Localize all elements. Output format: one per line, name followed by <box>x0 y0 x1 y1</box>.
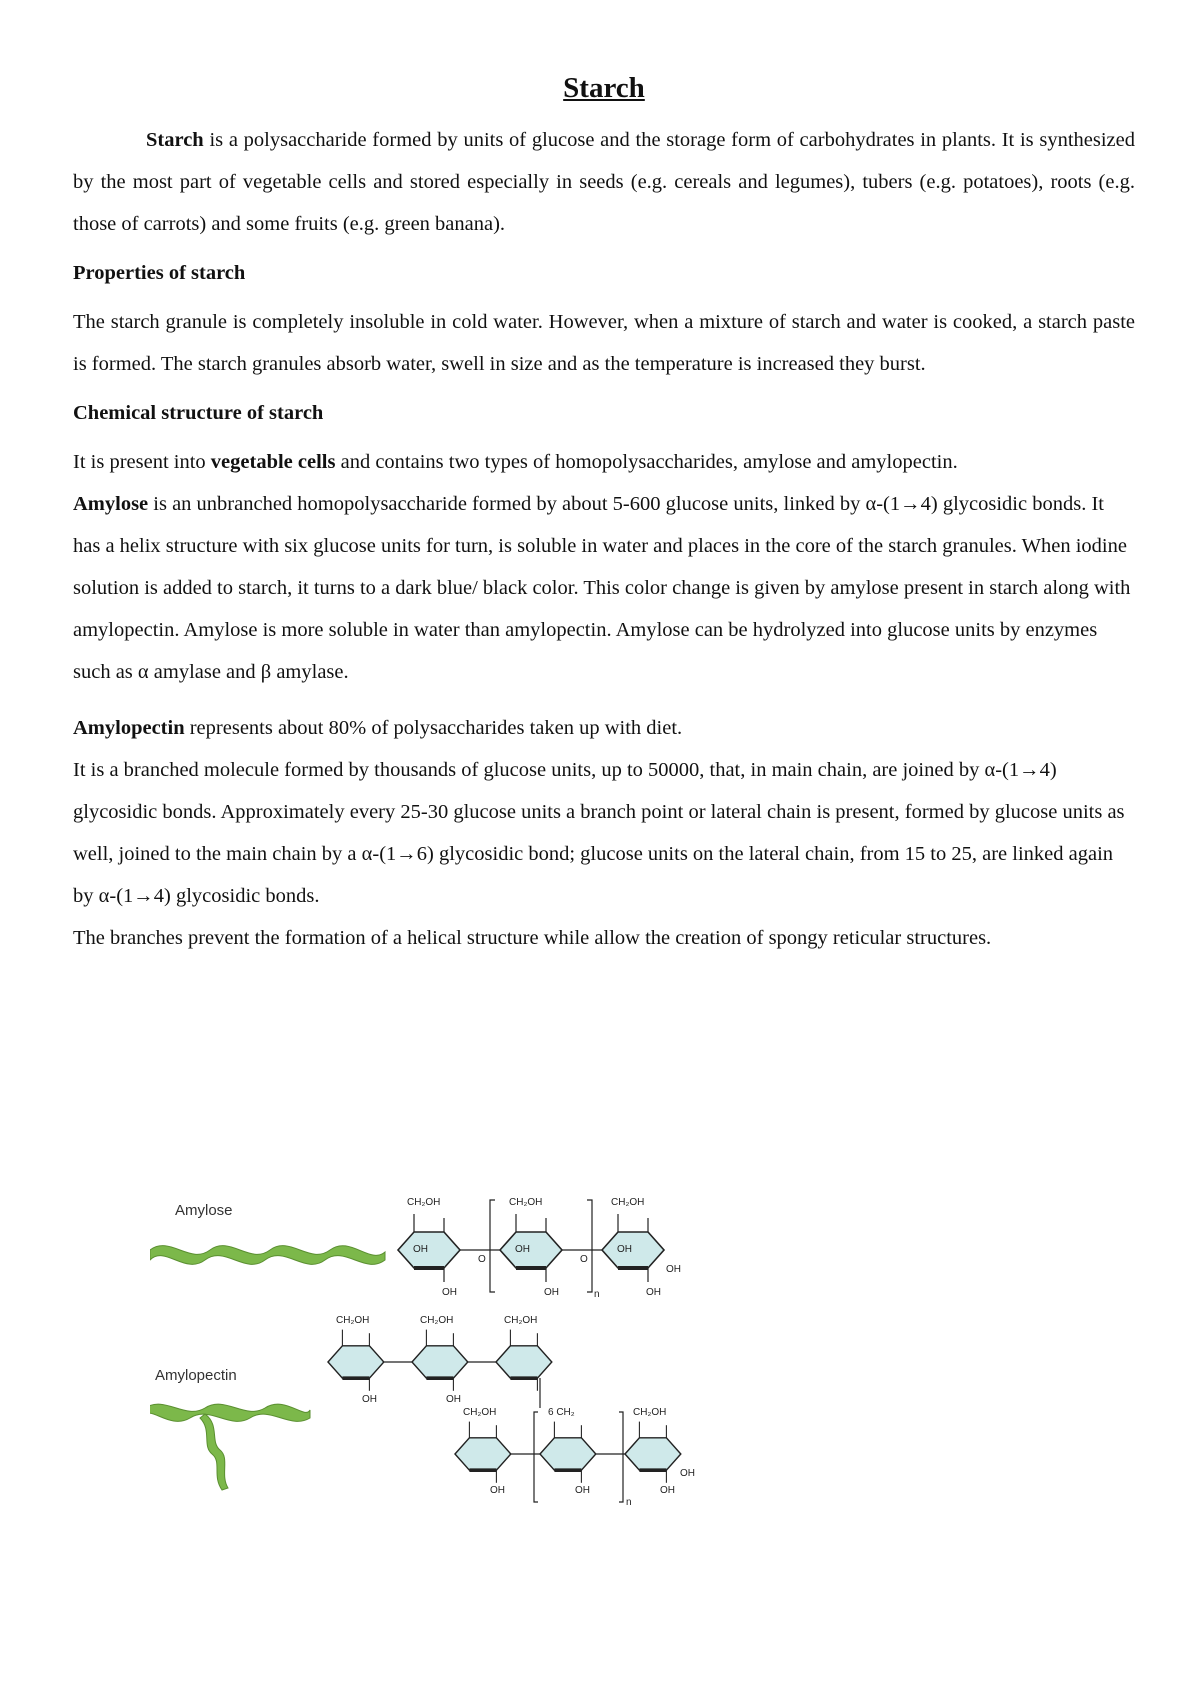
ch2oh-label: CH₂OH <box>611 1197 645 1208</box>
amylopectin-ring-5 <box>540 1422 596 1483</box>
amylopectin-ring-6 <box>625 1422 681 1483</box>
ch2oh-label: CH₂OH <box>420 1315 454 1326</box>
starch-structure-diagram <box>150 1180 770 1530</box>
page-title: Starch <box>563 72 645 104</box>
oh-label: OH <box>490 1485 505 1496</box>
ch2oh-label: CH₂OH <box>336 1315 370 1326</box>
ch2oh-label: CH₂OH <box>633 1407 667 1418</box>
amylopectin-helix <box>150 1404 310 1490</box>
oh-label: OH <box>680 1468 695 1479</box>
oh-label: OH <box>660 1485 675 1496</box>
oh-label: OH <box>515 1244 530 1255</box>
ch2-branch-label: 6 CH₂ <box>548 1407 575 1418</box>
amylose-term: Amylose <box>73 493 149 515</box>
structure-paragraph-1 <box>73 441 1135 483</box>
amylopectin-ring-1 <box>328 1330 384 1391</box>
amylose-ring-3 <box>602 1214 664 1282</box>
oh-label: OH <box>413 1244 428 1255</box>
repeat-bracket-left <box>490 1200 495 1292</box>
repeat-bracket-right <box>587 1200 592 1292</box>
amylopectin-text: represents about 80% of polysaccharides taken up with diet. <box>184 717 683 739</box>
structure-p1-text-b: and contains two types of homopolysaccharides, amylose and amylopectin. <box>335 451 958 473</box>
amylose-ring-2 <box>500 1214 562 1282</box>
n-label: n <box>594 1289 600 1300</box>
structure-p1-text-a: It is present into <box>73 451 211 473</box>
amylopectin-ring-4 <box>455 1422 511 1483</box>
ch2oh-label: CH₂OH <box>407 1197 441 1208</box>
branching-paragraph: It is a branched molecule formed by thousands of glucose units, up to 50000, that, in main chain, are joined by α-(1→4) glycosidic bonds. Approximately every 25-30 glucose units a branch point or lateral chain is present, formed by glucose units as well, joined to the main chain by a α-(1→6) glycosidic bond; glucose units on the lateral chain, from 15 to 25, are linked again by α-(1→4) glycosidic bonds. <box>73 759 1125 907</box>
oh-label: OH <box>362 1394 377 1405</box>
intro-paragraph <box>73 119 1135 245</box>
amylose-helix <box>150 1246 385 1265</box>
document-page <box>73 60 1135 959</box>
o-label: O <box>478 1254 486 1265</box>
amylopectin-ring-3 <box>496 1330 552 1391</box>
oh-label: OH <box>575 1485 590 1496</box>
o-label: O <box>580 1254 588 1265</box>
branches-paragraph: The branches prevent the formation of a helical structure while allow the creation of spongy reticular structures. <box>73 927 992 949</box>
amylose-paragraph <box>73 483 1135 693</box>
oh-label: OH <box>442 1287 457 1298</box>
ch2oh-label: CH₂OH <box>463 1407 497 1418</box>
amylose-text: is an unbranched homopolysaccharide formed by about 5-600 glucose units, linked by α-(1→4) glycosidic bonds. It has a helix structure with six glucose units for turn, is soluble in water and places in the core of the starch granules. When iodine solution is added to starch, it turns to a dark blue/ black color. This color change is given by amylose present in starch along with amylopectin. Amylose is more soluble in water than amylopectin. Amylose can be hydrolyzed into glucose units by enzymes such as α amylase and β amylase. <box>73 493 1131 683</box>
amylopectin-term: Amylopectin <box>73 717 185 739</box>
oh-label: OH <box>617 1244 632 1255</box>
amylopectin-ring-2 <box>412 1330 468 1391</box>
oh-label: OH <box>666 1264 681 1275</box>
intro-text: is a polysaccharide formed by units of glucose and the storage form of carbohydrates in plants. It is synthesized by the most part of vegetable cells and stored especially in seeds (e.g. cereals and legumes), tubers (e.g. potatoes), roots (e.g. those of carrots) and some fruits (e.g. green banana). <box>73 129 1135 235</box>
oh-label: OH <box>544 1287 559 1298</box>
ch2oh-label: CH₂OH <box>504 1315 538 1326</box>
properties-paragraph: The starch granule is completely insoluble in cold water. However, when a mixture of starch and water is cooked, a starch paste is formed. The starch granules absorb water, swell in size and as the temperature is increased they burst. <box>73 311 1135 375</box>
n-label: n <box>626 1497 632 1508</box>
ch2oh-label: CH₂OH <box>509 1197 543 1208</box>
structure-heading: Chemical structure of starch <box>73 402 324 424</box>
structure-p1-bold: vegetable cells <box>210 451 336 473</box>
amylose-label: Amylose <box>175 1202 233 1219</box>
starch-structure-figure <box>150 1180 770 1530</box>
amylopectin-paragraph <box>73 707 1135 749</box>
properties-heading: Properties of starch <box>73 262 246 284</box>
amylopectin-label: Amylopectin <box>155 1367 237 1384</box>
intro-lead: Starch <box>146 129 204 151</box>
oh-label: OH <box>646 1287 661 1298</box>
oh-label: OH <box>446 1394 461 1405</box>
amylose-ring-1 <box>398 1214 460 1282</box>
